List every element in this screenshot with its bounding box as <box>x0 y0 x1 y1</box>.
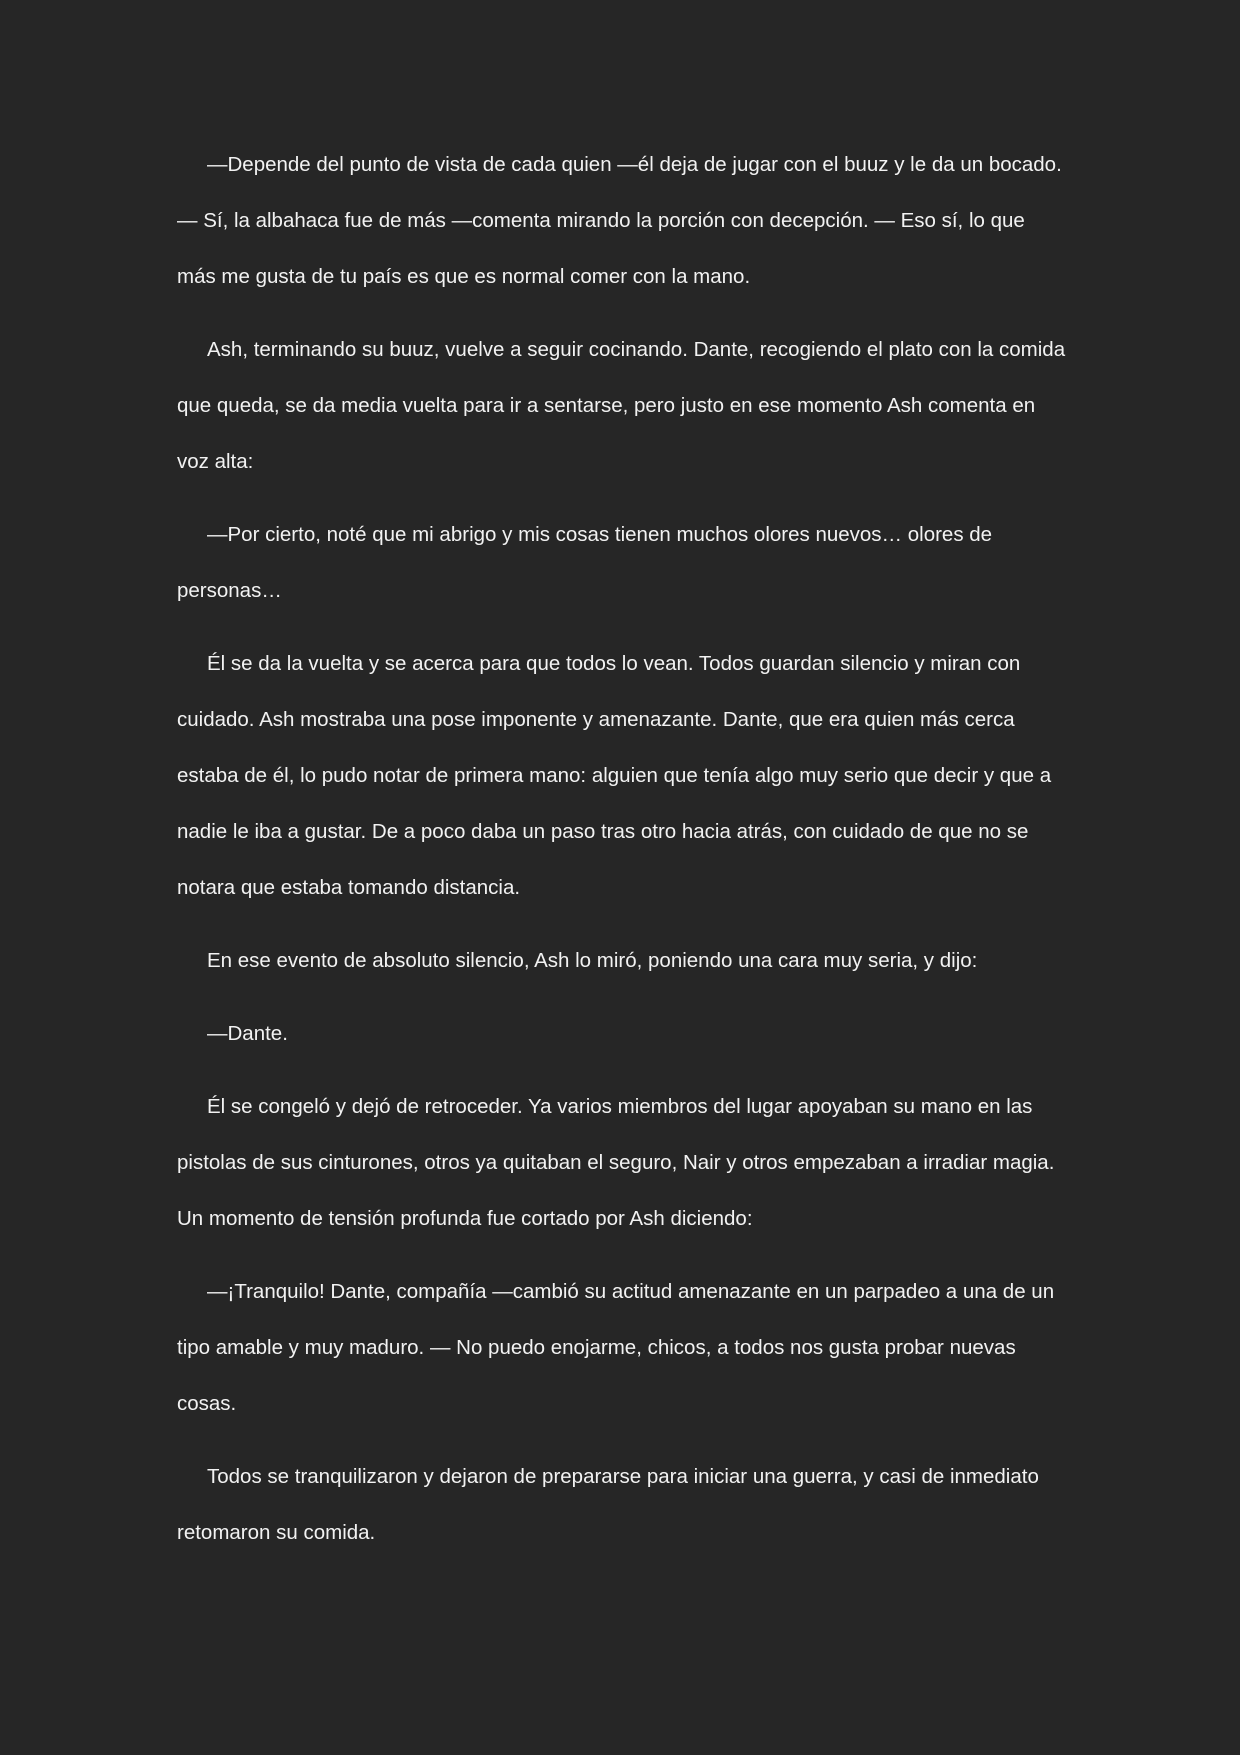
paragraph-2: Ash, terminando su buuz, vuelve a seguir cocinando. Dante, recogiendo el plato con la comida que queda, se da media vuelta para ir a sentarse, pero justo en ese momento Ash comenta en voz alta: <box>177 338 1066 473</box>
document-page <box>177 137 1067 1578</box>
paragraph-9: Todos se tranquilizaron y dejaron de prepararse para iniciar una guerra, y casi de inmediato retomaron su comida. <box>177 1465 1039 1544</box>
paragraph-3: —Por cierto, noté que mi abrigo y mis cosas tienen muchos olores nuevos… olores de personas… <box>177 523 993 602</box>
paragraph-1: —Depende del punto de vista de cada quien —él deja de jugar con el buuz y le da un bocado. — Sí, la albahaca fue de más —comenta mirando la porción con decepción. — Eso sí, lo que más me gusta de tu país es que es normal comer con la mano. <box>177 153 1062 288</box>
paragraph-5: En ese evento de absoluto silencio, Ash lo miró, poniendo una cara muy seria, y dijo: <box>207 949 978 972</box>
paragraph-8: —¡Tranquilo! Dante, compañía —cambió su actitud amenazante en un parpadeo a una de un tipo amable y muy maduro. — No puedo enojarme, chicos, a todos nos gusta probar nuevas cosas. <box>177 1280 1055 1415</box>
paragraph-4: Él se da la vuelta y se acerca para que todos lo vean. Todos guardan silencio y miran con cuidado. Ash mostraba una pose imponente y amenazante. Dante, que era quien más cerca estaba de él, lo pudo notar de primera mano: alguien que tenía algo muy serio que decir y que a nadie le iba a gustar. De a poco daba un paso tras otro hacia atrás, con cuidado de que no se notara que estaba tomando distancia. <box>177 652 1052 899</box>
paragraph-6: —Dante. <box>207 1022 288 1045</box>
paragraph-7: Él se congeló y dejó de retroceder. Ya varios miembros del lugar apoyaban su mano en las pistolas de sus cinturones, otros ya quitaban el seguro, Nair y otros empezaban a irradiar magia. Un momento de tensión profunda fue cortado por Ash diciendo: <box>177 1095 1055 1230</box>
